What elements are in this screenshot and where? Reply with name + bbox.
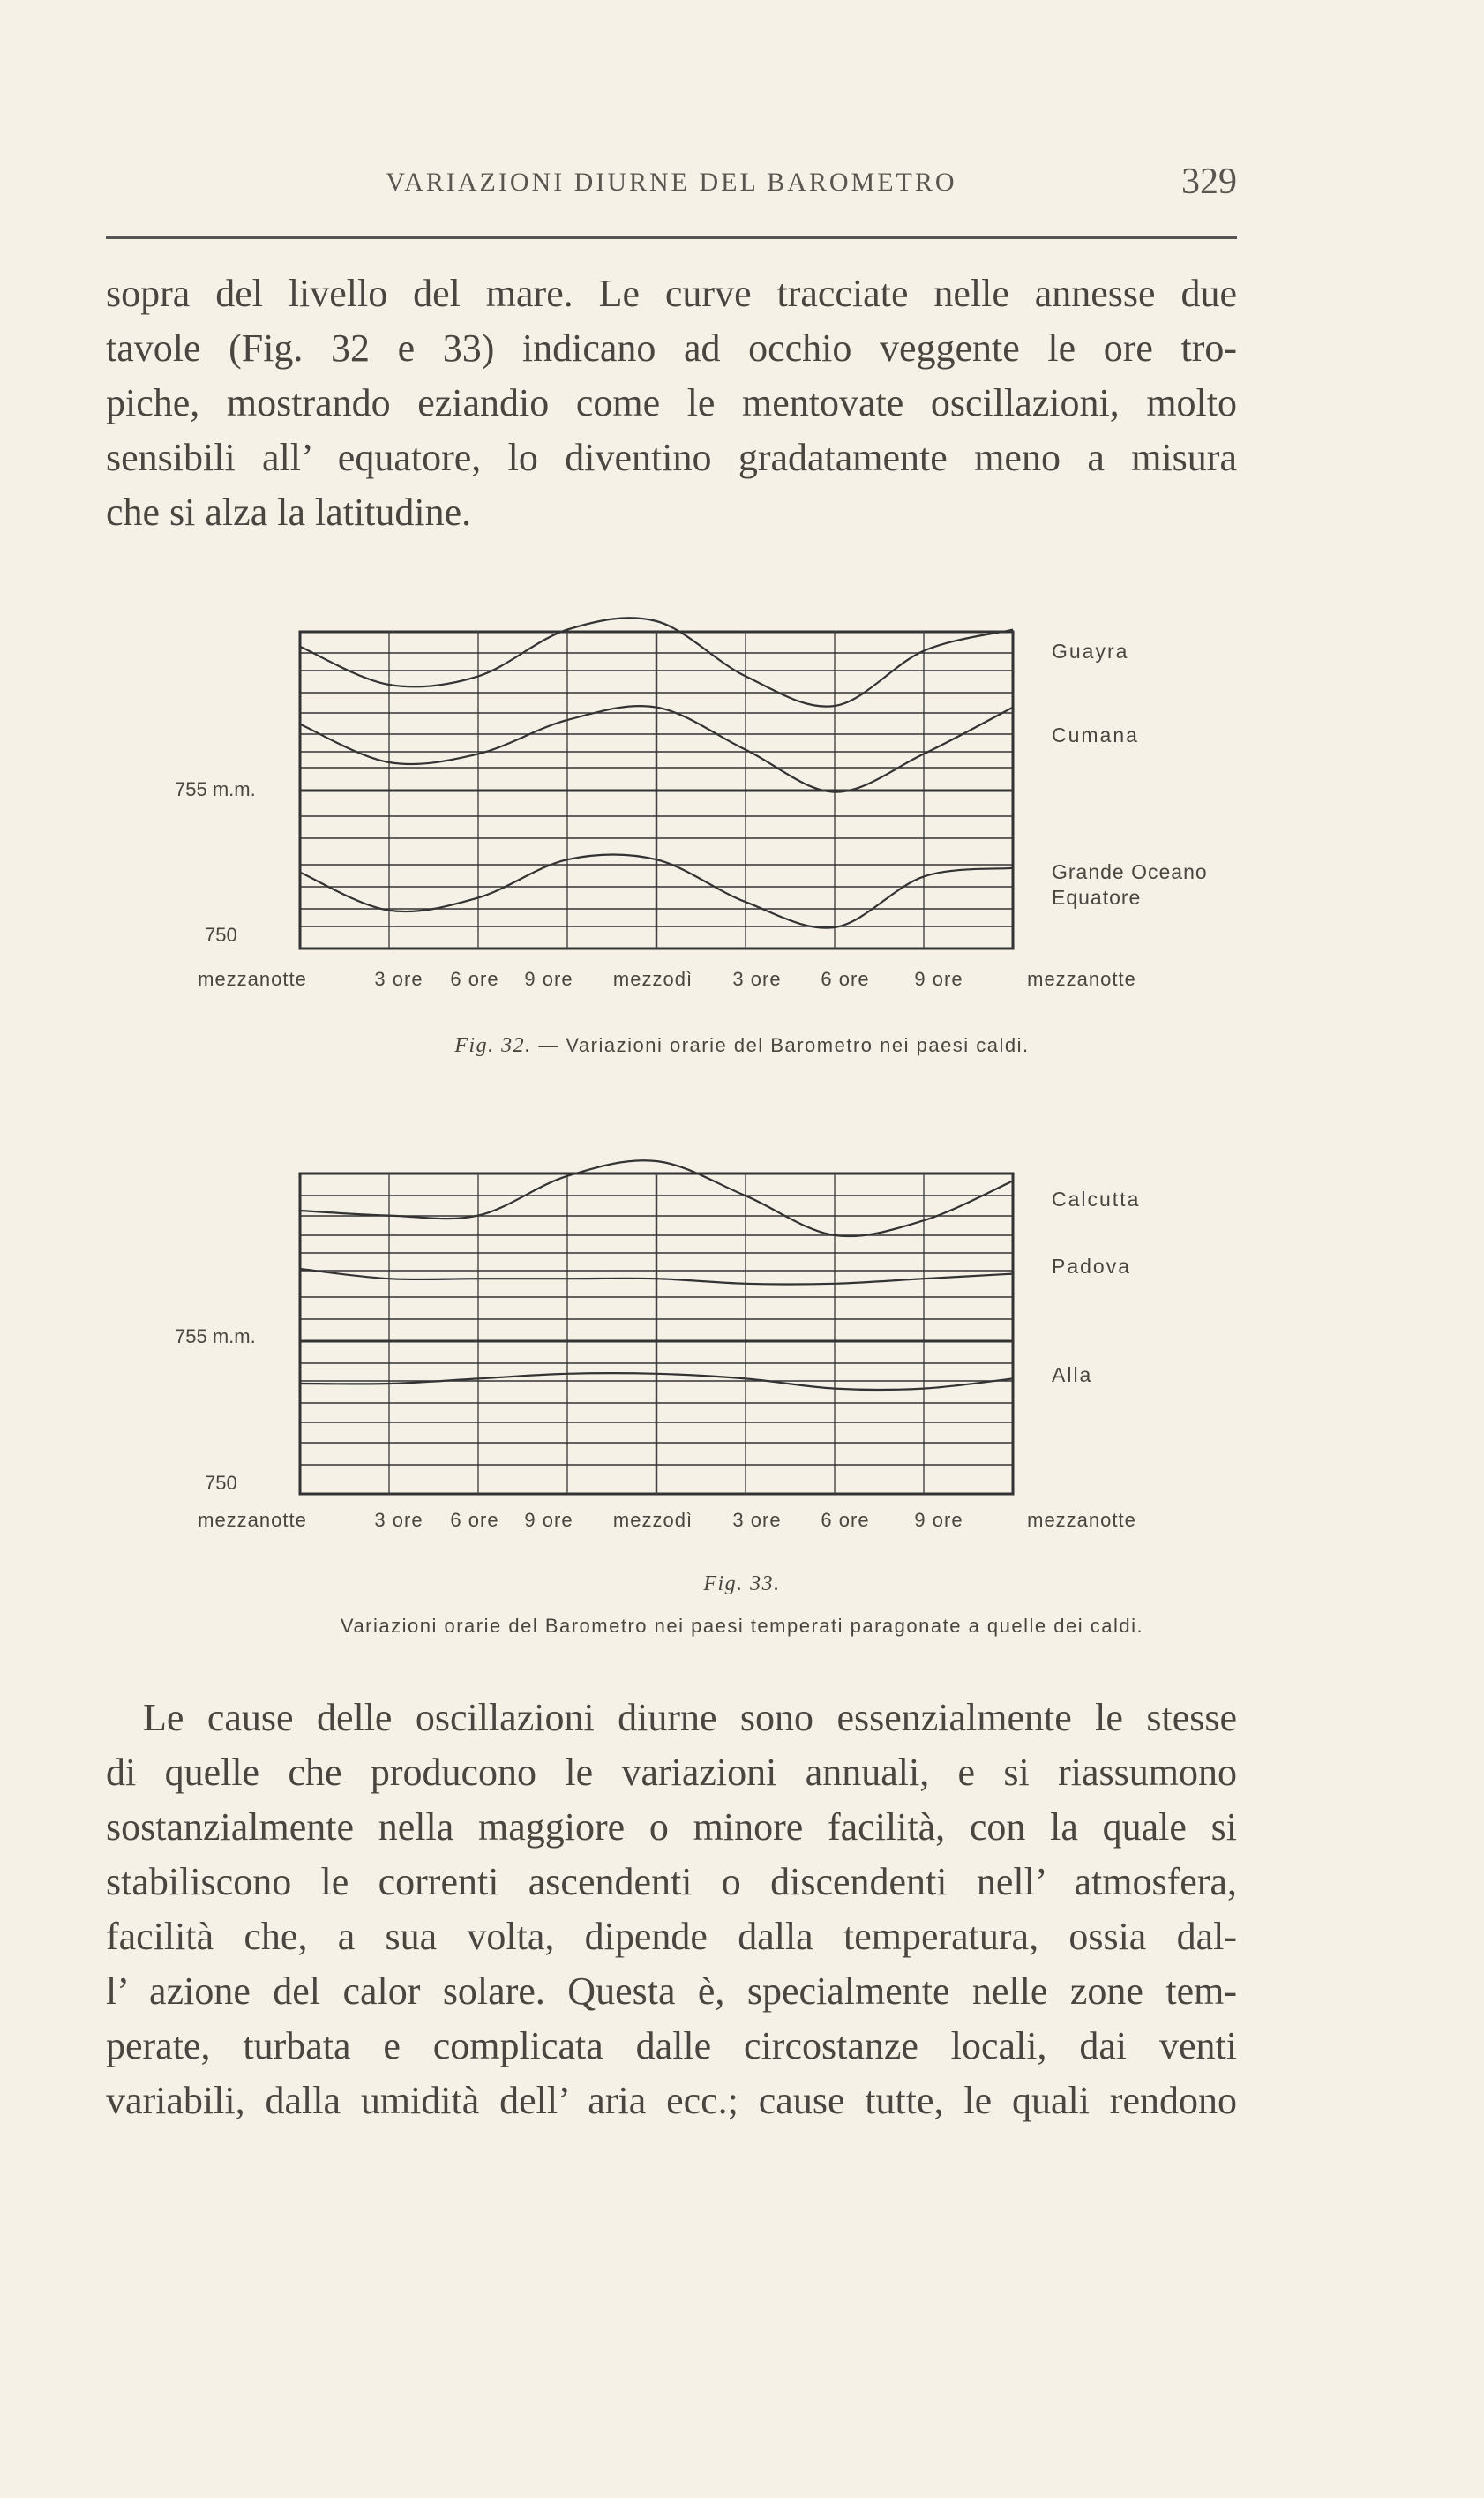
text-line: variabili, dalla umidità dell’ aria ecc.; cause tutte, le quali rendono bbox=[106, 2079, 1237, 2122]
fig32-x-label: mezzanotte bbox=[1027, 968, 1136, 990]
fig33-x-label: 3 ore bbox=[374, 1509, 423, 1531]
fig32-x-label: 3 ore bbox=[732, 968, 782, 990]
fig32-x-label: mezzodì bbox=[612, 968, 693, 990]
fig33-label-alla: Alla bbox=[1052, 1363, 1093, 1386]
fig33-x-label: 6 ore bbox=[450, 1509, 499, 1531]
fig33-x-label: mezzanotte bbox=[1027, 1509, 1136, 1531]
fig33-x-label: 9 ore bbox=[914, 1509, 963, 1531]
fig32-label-cumana: Cumana bbox=[1052, 724, 1139, 746]
fig33-caption: Variazioni orarie del Barometro nei paesi temperati paragonate a quelle dei caldi. bbox=[340, 1615, 1144, 1637]
text-line: stabiliscono le correnti ascendenti o discendenti nell’ atmosfera, bbox=[106, 1860, 1237, 1903]
fig33-x-label: 6 ore bbox=[821, 1509, 870, 1531]
fig33-label-padova: Padova bbox=[1052, 1255, 1132, 1278]
text-line: l’ azione del calor solare. Questa è, specialmente nelle zone tem- bbox=[106, 1969, 1237, 2013]
running-title: VARIAZIONI DIURNE DEL BAROMETRO bbox=[386, 168, 957, 197]
text-line: facilità che, a sua volta, dipende dalla temperatura, ossia dal- bbox=[106, 1915, 1237, 1958]
text-line: sensibili all’ equatore, lo diventino gradatamente meno a misura bbox=[106, 436, 1237, 479]
fig33-x-label: mezzanotte bbox=[198, 1509, 307, 1531]
fig32-x-label: mezzanotte bbox=[198, 968, 307, 990]
fig32-caption-text: — Variazioni orarie del Barometro nei paesi caldi. bbox=[538, 1034, 1030, 1056]
fig33-x-labels bbox=[198, 1509, 1136, 1531]
text-line: perate, turbata e complicata dalle circostanze locali, dai venti bbox=[106, 2024, 1237, 2067]
fig33-x-label: 9 ore bbox=[524, 1509, 573, 1531]
fig33-label-calcutta: Calcutta bbox=[1052, 1188, 1141, 1211]
fig33-x-label: mezzodì bbox=[612, 1509, 693, 1531]
text-line: sostanzialmente nella maggiore o minore facilità, con la quale si bbox=[106, 1805, 1237, 1849]
text-line: di quelle che producono le variazioni annuali, e si riassumono bbox=[106, 1751, 1237, 1794]
page-number: 329 bbox=[1181, 161, 1237, 202]
fig33-ylabel-750: 750 bbox=[205, 1472, 237, 1494]
text-line: sopra del livello del mare. Le curve tracciate nelle annesse due bbox=[106, 272, 1237, 315]
fig33-caption-fig bbox=[0, 1572, 1484, 1596]
fig32-x-label: 9 ore bbox=[914, 968, 963, 990]
fig32-x-label: 6 ore bbox=[821, 968, 870, 990]
fig32-ylabel-750: 750 bbox=[205, 924, 237, 946]
fig33-x-label: 3 ore bbox=[732, 1509, 782, 1531]
fig32-label-guayra: Guayra bbox=[1052, 640, 1129, 663]
fig33-caption-fig-text: Fig. 33. bbox=[703, 1572, 781, 1595]
fig33-ylabel-755: 755 m.m. bbox=[175, 1325, 256, 1347]
fig32-x-label: 9 ore bbox=[524, 968, 573, 990]
fig32-ylabel-755: 755 m.m. bbox=[175, 778, 256, 800]
fig32-x-label: 6 ore bbox=[450, 968, 499, 990]
fig32-x-label: 3 ore bbox=[374, 968, 423, 990]
fig32-label-oceano: Grande Oceano bbox=[1052, 860, 1208, 883]
paragraph-2 bbox=[106, 1691, 1237, 2128]
text-line: Le cause delle oscillazioni diurne sono essenzialmente le stesse bbox=[143, 1696, 1237, 1739]
text-line: piche, mostrando eziandio come le mentovate oscillazioni, molto bbox=[106, 381, 1237, 424]
text-line: tavole (Fig. 32 e 33) indicano ad occhio veggente le ore tro- bbox=[106, 326, 1237, 370]
fig32-caption-fig: Fig. 32. bbox=[454, 1034, 532, 1057]
fig33-grid bbox=[300, 1174, 1013, 1494]
fig32-label-equatore: Equatore bbox=[1052, 886, 1142, 909]
text-line: che si alza la latitudine. bbox=[106, 491, 472, 534]
